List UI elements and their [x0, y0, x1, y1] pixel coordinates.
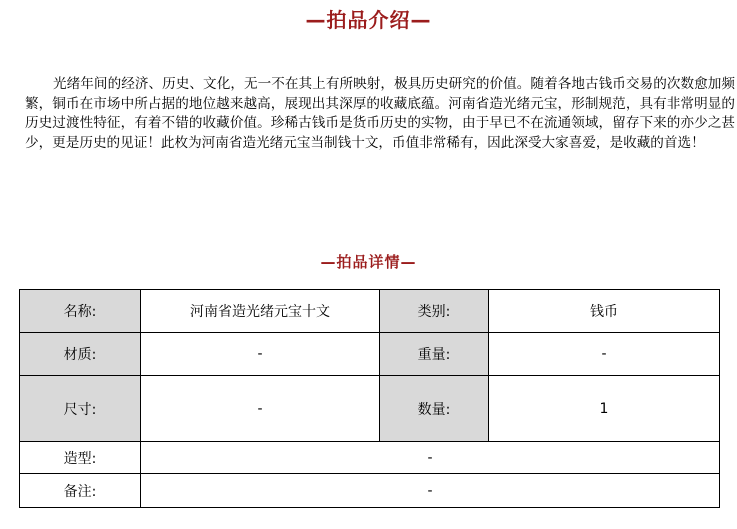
shape-value: - [141, 442, 720, 474]
table-row-material [20, 333, 720, 376]
remark-label: 备注: [20, 474, 141, 508]
category-value: 钱币 [489, 290, 720, 333]
quantity-label: 数量: [380, 376, 489, 442]
intro-section-title: —拍品介绍— [305, 8, 432, 32]
category-label: 类别: [380, 290, 489, 333]
table-row-size [20, 376, 720, 442]
quantity-value: 1 [489, 376, 720, 442]
table-row-name [20, 290, 720, 333]
material-label: 材质: [20, 333, 141, 376]
intro-paragraph: 光绪年间的经济、历史、文化，无一不在其上有所映射，极具历史研究的价值。随着各地古钱币交易的次数愈加频繁，铜币在市场中所占据的地位越来越高，展现出其深厚的收藏底蕴。河南省造光绪元宝，形制规范，具有非常明显的历史过渡性特征，有着不错的收藏价值。珍稀古钱币是货币历史的实物，由于早已不在流通领域，留存下来的亦少之甚少，更是历史的见证！此枚为河南省造光绪元宝当制钱十文，币值非常稀有，因此深受大家喜爱，是收藏的首选！ [25, 76, 735, 151]
table-row-remark [20, 474, 720, 508]
remark-value: - [141, 474, 720, 508]
name-value: 河南省造光绪元宝十文 [141, 290, 380, 333]
table-row-shape [20, 442, 720, 474]
name-label: 名称: [20, 290, 141, 333]
weight-value: - [489, 333, 720, 376]
shape-label: 造型: [20, 442, 141, 474]
size-label: 尺寸: [20, 376, 141, 442]
weight-label: 重量: [380, 333, 489, 376]
size-value: - [141, 376, 380, 442]
details-section-title: —拍品详情— [320, 253, 417, 271]
material-value: - [141, 333, 380, 376]
details-table [19, 289, 720, 508]
